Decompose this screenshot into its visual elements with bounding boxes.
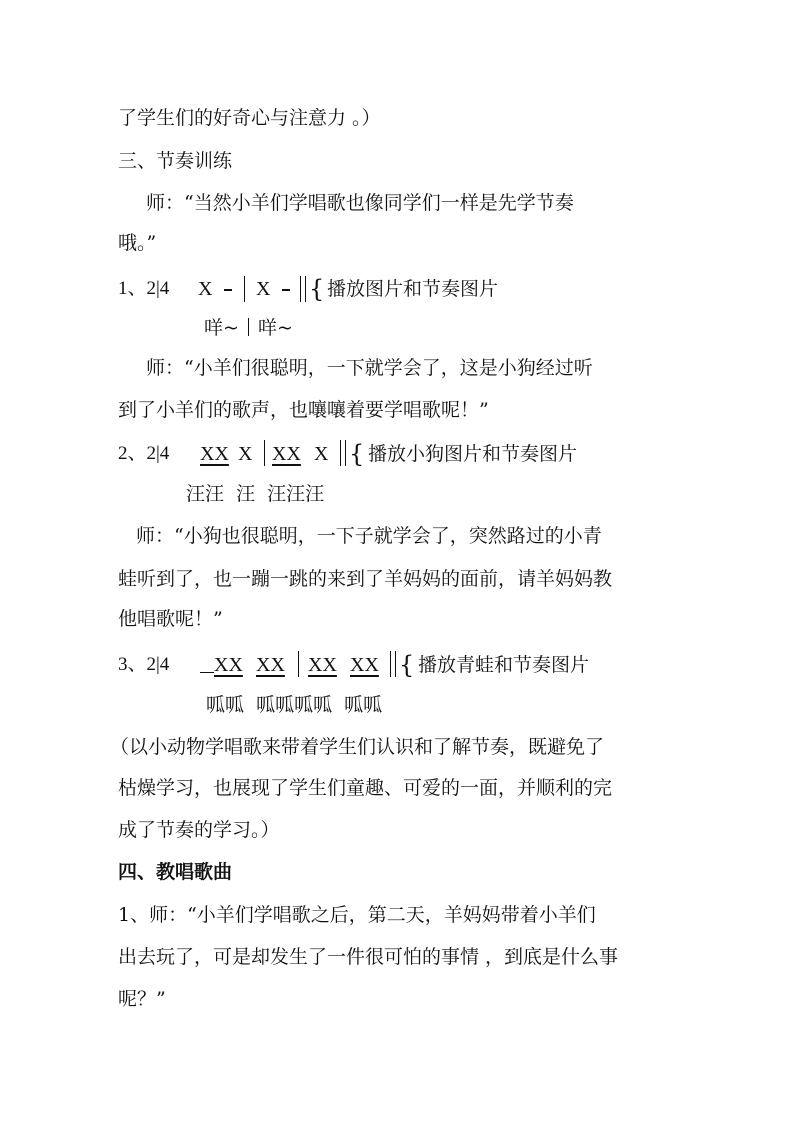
rhythm-3-note-3: XX xyxy=(308,654,337,676)
line-5: 师：“小羊们很聪明，一下就学会了，这是小狗经过听 xyxy=(146,357,593,379)
line-6: 到了小羊们的歌声，也嚷嚷着要学唱歌呢！” xyxy=(118,399,489,421)
line-10: （以小动物学唱歌来带着学生们认识和了解节奏，既避免了 xyxy=(110,736,605,758)
rhythm-1-dash-1 xyxy=(224,289,232,291)
rhythm-1-note-1: X xyxy=(198,278,213,300)
section-heading-rhythm: 三、节奏训练 xyxy=(118,150,233,172)
line-15: 出去玩了，可是却发生了一件很可怕的事情 ，到底是什么事 xyxy=(118,946,619,968)
line-12: 成了节奏的学习。） xyxy=(118,819,280,841)
line-3: 师：“当然小羊们学唱歌也像同学们一样是先学节奏 xyxy=(146,192,574,214)
rhythm-3-leading-rule xyxy=(200,672,214,673)
rhythm-2-brace: { xyxy=(349,440,365,468)
rhythm-3-note-1: XX xyxy=(214,654,243,676)
rhythm-3-note-4: XX xyxy=(350,654,379,676)
rhythm-2-end-bar-b xyxy=(345,440,346,466)
rhythm-2-note-1: XX xyxy=(200,443,229,465)
rhythm-3-description: 播放青蛙和节奏图片 xyxy=(418,654,590,676)
rhythm-3-number: 3、2|4 xyxy=(118,654,170,675)
section-heading-teach-song: 四、教唱歌曲 xyxy=(118,861,233,883)
rhythm-1-end-bar-b xyxy=(305,276,306,302)
rhythm-1-note-2: X xyxy=(256,278,271,300)
rhythm-1-brace: { xyxy=(309,275,325,303)
rhythm-1-syllable-1: 咩~ xyxy=(204,317,239,339)
rhythm-2-note-3: XX xyxy=(272,443,301,465)
rhythm-1-dash-2 xyxy=(282,289,290,291)
rhythm-2-number: 2、2|4 xyxy=(118,443,170,464)
rhythm-2-description: 播放小狗图片和节奏图片 xyxy=(368,443,578,465)
rhythm-1-number: 1、2|4 xyxy=(118,278,170,299)
rhythm-1-syllable-2: 咩~ xyxy=(258,317,293,339)
rhythm-1-syllable-bar xyxy=(248,318,249,336)
rhythm-3-note-2: XX xyxy=(256,654,285,676)
rhythm-2-syllables: 汪汪 汪 汪汪汪 xyxy=(186,483,325,505)
rhythm-3-barline xyxy=(298,651,299,677)
rhythm-2-barline xyxy=(264,440,265,466)
line-4: 哦。” xyxy=(118,232,157,254)
line-7: 师：“小狗也很聪明，一下子就学会了，突然路过的小青 xyxy=(136,525,602,547)
rhythm-2-note-2: X xyxy=(238,443,253,465)
rhythm-3-end-bar-b xyxy=(395,651,396,677)
rhythm-3-end-bar-a xyxy=(390,651,391,677)
line-9: 他唱歌呢！” xyxy=(118,608,223,630)
line-16: 呢？” xyxy=(118,988,166,1010)
line-14: 1、师：“小羊们学唱歌之后，第二天，羊妈妈带着小羊们 xyxy=(118,904,596,926)
rhythm-1-end-bar-a xyxy=(300,276,301,302)
rhythm-3-syllables: 呱呱 呱呱呱呱 呱呱 xyxy=(206,694,383,716)
rhythm-3-brace: { xyxy=(399,651,415,679)
rhythm-2-note-4: X xyxy=(314,443,329,465)
line-8: 蛙听到了，也一蹦一跳的来到了羊妈妈的面前，请羊妈妈教 xyxy=(118,568,613,590)
rhythm-2-end-bar-a xyxy=(340,440,341,466)
line-1: 了学生们的好奇心与注意力 。） xyxy=(118,107,381,129)
rhythm-1-barline xyxy=(244,276,245,302)
rhythm-1-description: 播放图片和节奏图片 xyxy=(327,278,499,300)
line-11: 枯燥学习，也展现了学生们童趣、可爱的一面，并顺利的完 xyxy=(118,777,613,799)
